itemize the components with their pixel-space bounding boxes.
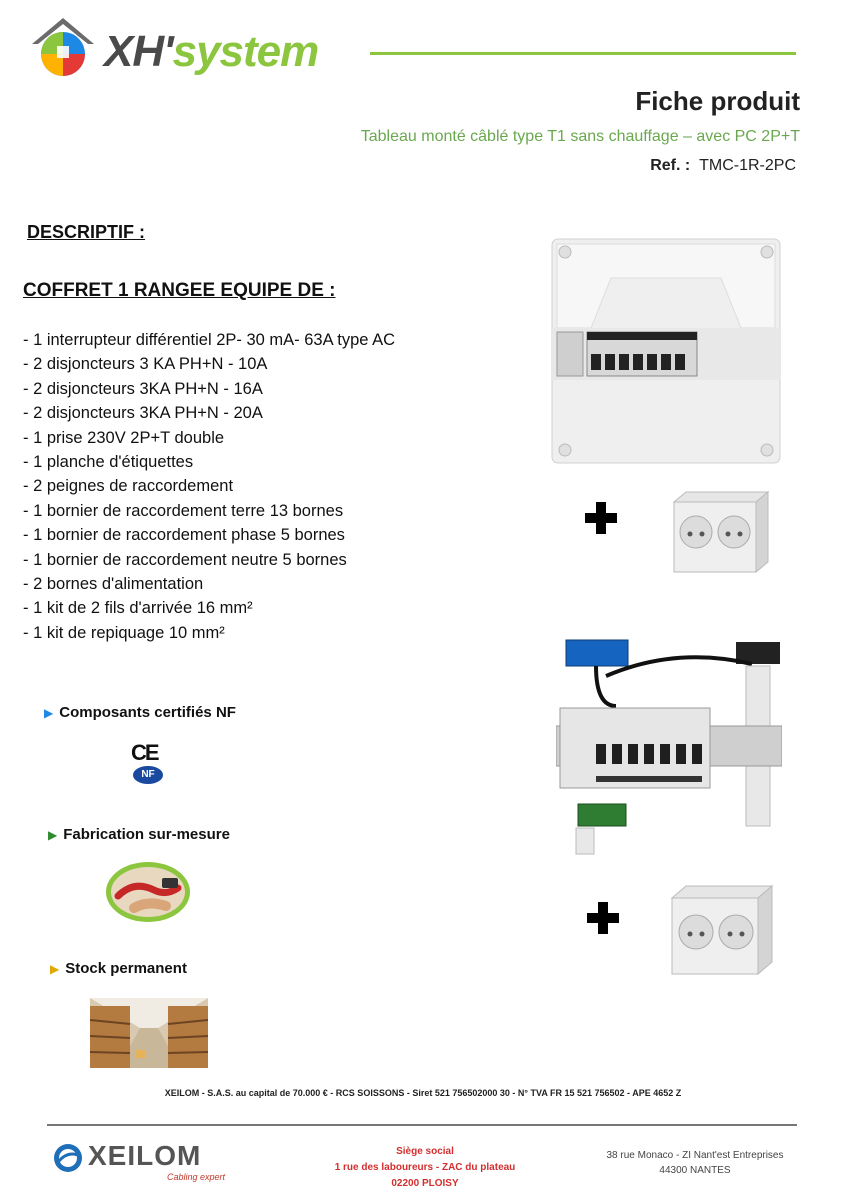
feature-custom: ▶ Fabrication sur-mesure — [48, 826, 230, 843]
header-divider — [370, 52, 796, 55]
ref-label: Ref. : — [650, 157, 691, 174]
plus-icon — [587, 902, 619, 934]
list-item: - 1 bornier de raccordement neutre 5 bornes — [23, 550, 347, 569]
xeilom-tagline: Cabling expert — [167, 1172, 226, 1182]
nf-mark-icon: NF — [133, 766, 163, 784]
wired-panel-image — [556, 636, 782, 856]
list-item: - 2 disjoncteurs 3 KA PH+N - 10A — [23, 355, 268, 374]
branch-address — [585, 1148, 805, 1178]
equipment-heading: COFFRET 1 RANGEE EQUIPE DE : — [23, 280, 336, 301]
description-heading: DESCRIPTIF : — [27, 222, 146, 242]
list-item: - 2 disjoncteurs 3KA PH+N - 20A — [23, 404, 263, 423]
list-item: - 1 interrupteur différentiel 2P- 30 mA- 63A type AC — [23, 331, 396, 349]
triangle-bullet-icon: ▶ — [50, 962, 60, 976]
ref-value: TMC-1R-2PC — [699, 157, 796, 174]
footer-divider — [47, 1124, 797, 1126]
triangle-bullet-icon: ▶ — [44, 706, 54, 720]
list-item: - 1 planche d'étiquettes — [23, 453, 194, 472]
plus-icon — [585, 502, 617, 534]
siege-line1: 1 rue des laboureurs - ZAC du plateau — [334, 1162, 516, 1173]
page-title: Fiche produit — [635, 86, 800, 116]
xeilom-logo-icon — [52, 1142, 84, 1174]
page-subtitle: Tableau monté câblé type T1 sans chauffage – avec PC 2P+T — [360, 128, 800, 145]
list-item: - 1 kit de repiquage 10 mm² — [23, 623, 225, 642]
ce-mark-icon: CE — [131, 740, 158, 765]
list-item: - 1 bornier de raccordement phase 5 bornes — [23, 526, 345, 545]
head-office-address — [300, 1144, 550, 1192]
siege-line2: 02200 PLOISY — [391, 1178, 459, 1189]
list-item: - 1 kit de 2 fils d'arrivée 16 mm² — [23, 599, 253, 618]
list-item: - 2 disjoncteurs 3KA PH+N - 16A — [23, 379, 263, 398]
feature-certified: ▶ Composants certifiés NF — [44, 704, 236, 721]
list-item: - 1 bornier de raccordement terre 13 bornes — [23, 501, 344, 520]
addr-line2: 44300 NANTES — [659, 1165, 731, 1176]
addr-line1: 38 rue Monaco - ZI Nant'est Entreprises — [606, 1150, 784, 1161]
list-item: - 1 prise 230V 2P+T double — [23, 428, 225, 447]
custom-manufacturing-image — [104, 860, 192, 924]
product-reference — [650, 157, 796, 175]
siege-label: Siège social — [396, 1146, 454, 1157]
triangle-bullet-icon: ▶ — [48, 828, 58, 842]
equipment-list — [23, 328, 395, 645]
double-socket-image — [664, 482, 770, 578]
xhsystem-logo-text: XH'system — [104, 27, 319, 76]
list-item: - 2 bornes d'alimentation — [23, 575, 204, 594]
warehouse-image — [90, 998, 208, 1068]
xhsystem-logo-icon — [28, 14, 98, 78]
cabinet-image — [551, 238, 781, 464]
feature-stock: ▶ Stock permanent — [50, 960, 187, 977]
xeilom-logo-text: XEILOM — [88, 1140, 202, 1171]
legal-notice: XEILOM - S.A.S. au capital de 70.000 € - RCS SOISSONS - Siret 521 756502000 30 - N° TVA FR 15 521 756502 - APE 4652 Z — [164, 1088, 682, 1098]
list-item: - 2 peignes de raccordement — [23, 477, 234, 496]
double-socket-image — [664, 876, 774, 980]
